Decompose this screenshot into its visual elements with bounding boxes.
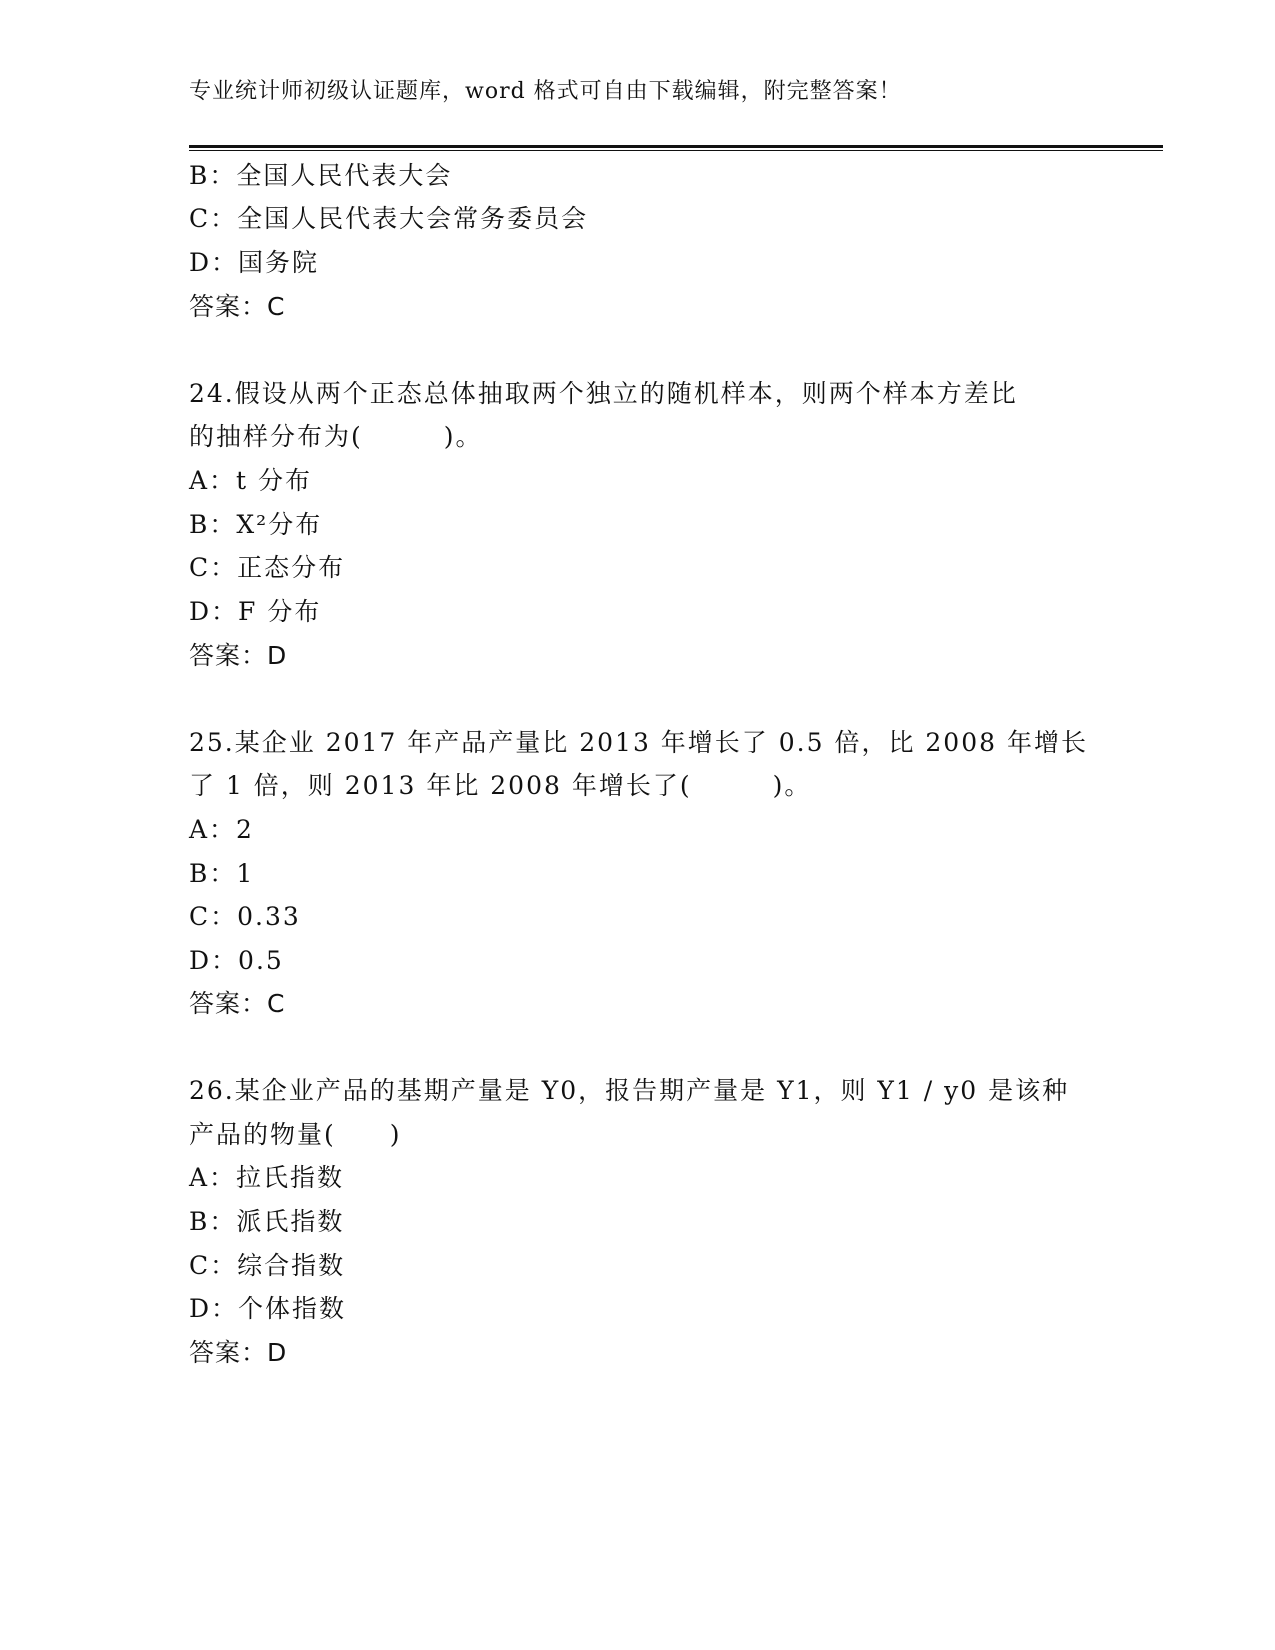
option-a: A：t 分布	[189, 466, 313, 495]
answer-line: 答案：C	[189, 989, 286, 1018]
option-b: B：派氏指数	[189, 1207, 345, 1236]
question-stem-line: 24.假设从两个正态总体抽取两个独立的随机样本，则两个样本方差比	[189, 379, 1018, 408]
question-stem-line: 的抽样分布为( )。	[189, 422, 483, 451]
option-c: C：正态分布	[189, 553, 346, 582]
option-d: D：F 分布	[189, 597, 322, 626]
option-c: C：0.33	[189, 902, 301, 931]
question-stem-line: 产品的物量( )	[189, 1120, 402, 1149]
option-d: D：国务院	[189, 248, 320, 277]
page-header: 专业统计师初级认证题库，word 格式可自由下载编辑，附完整答案！	[189, 79, 902, 104]
question-stem-line: 26.某企业产品的基期产量是 Y0，报告期产量是 Y1，则 Y1 / y0 是该种	[189, 1076, 1070, 1105]
option-d: D：个体指数	[189, 1294, 347, 1323]
option-b: B：X²分布	[189, 510, 323, 539]
option-c: C：综合指数	[189, 1251, 346, 1280]
option-c: C：全国人民代表大会常务委员会	[189, 204, 589, 233]
option-b: B：全国人民代表大会	[189, 161, 453, 190]
header-divider	[189, 145, 1163, 151]
answer-line: 答案：D	[189, 641, 288, 670]
question-stem-line: 了 1 倍，则 2013 年比 2008 年增长了( )。	[189, 771, 812, 800]
option-a: A：2	[189, 815, 254, 844]
option-a: A：拉氏指数	[189, 1163, 345, 1192]
answer-line: 答案：C	[189, 292, 286, 321]
option-d: D：0.5	[189, 946, 284, 975]
option-b: B：1	[189, 859, 255, 888]
answer-line: 答案：D	[189, 1338, 288, 1367]
question-stem-line: 25.某企业 2017 年产品产量比 2013 年增长了 0.5 倍，比 2008 年增长	[189, 728, 1088, 757]
